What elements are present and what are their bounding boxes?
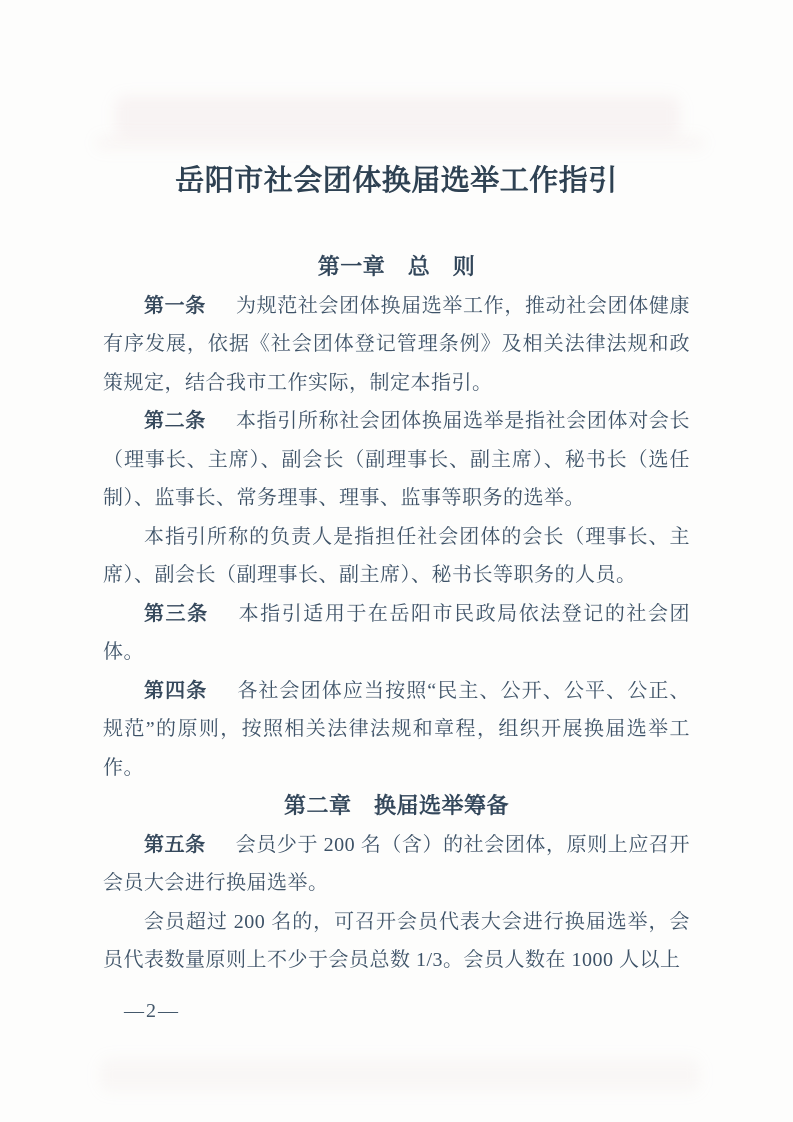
- paragraph: [103, 903, 690, 980]
- article-label: 第二条: [144, 410, 206, 432]
- section-paragraphs: [103, 287, 690, 788]
- paragraph-text: 本指引所称的负责人是指担任社会团体的会长（理事长、主席）、副会长（副理事长、副主席）、秘书长等职务的人员。: [103, 525, 690, 586]
- article-label: 第三条: [144, 602, 209, 625]
- paragraph: [103, 518, 690, 595]
- chapter-section: [103, 248, 690, 787]
- paragraph-text: 各社会团体应当按照“民主、公开、公平、公正、规范”的原则，按照相关法律法规和章程，组织开展换届选举工作。: [103, 679, 690, 779]
- page-number: —2—: [124, 1000, 180, 1022]
- chapter-heading: 第二章 换届选举筹备: [283, 793, 509, 818]
- bleed-through-artifact: [100, 1058, 700, 1092]
- section-paragraphs: [103, 826, 690, 980]
- paragraph-text: 本指引所称社会团体换届选举是指社会团体对会长（理事长、主席）、副会长（副理事长、副主席）、秘书长（选任制）、监事长、常务理事、理事、监事等职务的选举。: [103, 410, 690, 509]
- chapter-heading: 第一章 总 则: [317, 254, 476, 279]
- paragraph-text: 为规范社会团体换届选举工作，推动社会团体健康有序发展，依据《社会团体登记管理条例》及相关法律法规和政策规定，结合我市工作实际，制定本指引。: [103, 294, 690, 394]
- paragraph: [103, 287, 690, 403]
- article-label: 第五条: [144, 833, 206, 856]
- paragraph: [103, 826, 690, 903]
- paragraph-text: 本指引适用于在岳阳市民政局依法登记的社会团体。: [103, 602, 691, 663]
- article-label: 第一条: [144, 294, 206, 317]
- paragraph-text: 会员少于 200 名（含）的社会团体，原则上应召开会员大会进行换届选举。: [103, 833, 690, 894]
- paragraph-text: 会员超过 200 名的，可召开会员代表大会进行换届选举，会员代表数量原则上不少于会员总数 1/3。会员人数在 1000 人以上: [103, 910, 690, 971]
- paragraph: [103, 672, 690, 788]
- document-body: [103, 248, 690, 980]
- paragraph: [103, 402, 690, 518]
- paragraph: [103, 595, 690, 672]
- chapter-section: [103, 787, 690, 980]
- article-label: 第四条: [144, 679, 208, 702]
- document-title: 岳阳市社会团体换届选举工作指引: [175, 165, 618, 197]
